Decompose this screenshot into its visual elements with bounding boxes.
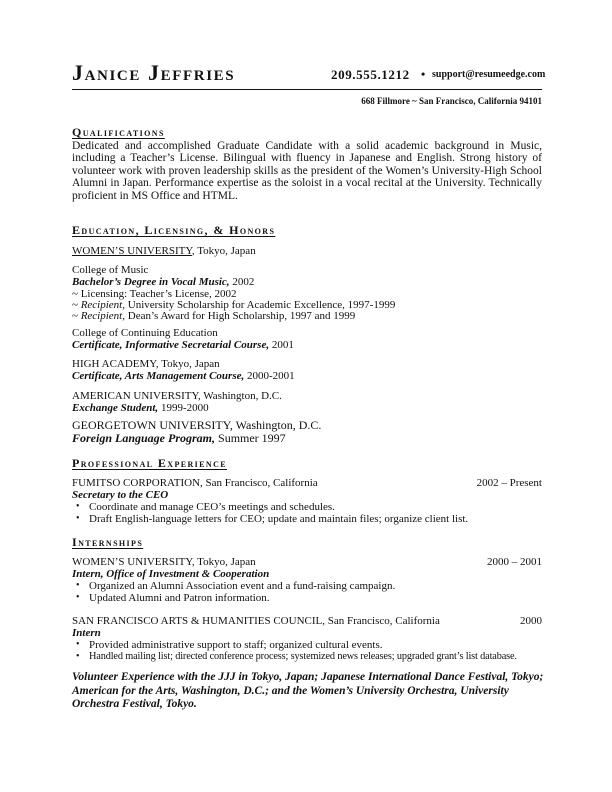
bullet-marker: • bbox=[76, 580, 80, 591]
candidate-name: Janice Jeffries bbox=[72, 60, 236, 85]
bullet-marker: • bbox=[76, 501, 80, 512]
education-foreign-language: Foreign Language Program, Summer 1997 bbox=[72, 431, 286, 445]
education-heading: Education, Licensing, & Honors bbox=[72, 223, 276, 237]
education-continuing: College of Continuing Education bbox=[72, 327, 218, 339]
education-exchange: Exchange Student, 1999-2000 bbox=[72, 402, 209, 414]
education-georgetown: GEORGETOWN UNIVERSITY, Washington, D.C. bbox=[72, 418, 322, 432]
contact-separator: • bbox=[421, 67, 426, 81]
bullet-marker: • bbox=[76, 639, 80, 650]
internship-2-dates: 2000 bbox=[520, 615, 542, 627]
email-address: support@resumeedge.com bbox=[432, 69, 546, 80]
experience-title: Secretary to the CEO bbox=[72, 489, 169, 501]
education-womens-university: WOMEN’S UNIVERSITY, Tokyo, Japan bbox=[72, 245, 256, 257]
bullet-marker: • bbox=[76, 651, 80, 662]
header-rule bbox=[72, 89, 542, 90]
internships-heading: Internships bbox=[72, 535, 144, 549]
internship-2-title: Intern bbox=[72, 627, 101, 639]
qualifications-heading: Qualifications bbox=[72, 125, 165, 139]
education-cert-arts: Certificate, Arts Management Course, 2000-2001 bbox=[72, 370, 295, 382]
experience-bullet-1: Coordinate and manage CEO’s meetings and schedules. bbox=[89, 501, 335, 513]
phone-number: 209.555.1212 bbox=[331, 67, 410, 82]
internship-1-title: Intern, Office of Investment & Cooperation bbox=[72, 568, 270, 580]
qualifications-text: Dedicated and accomplished Graduate Candidate with a solid academic background in Music, including a Teacher’s License. Bilingual with fluency in Japanese and English. Strong history of volunteer work with proven leadership skills as the president of the Women’s University-High School Alumni in Japan. Performance expertise as the soloist in a vocal recital at the University. Technically proficient in MS Office and HTML. bbox=[72, 140, 542, 202]
bullet-marker: • bbox=[76, 592, 80, 603]
experience-heading: Professional Experience bbox=[72, 456, 227, 470]
education-recipient-1: ~ Recipient, University Scholarship for Academic Excellence, 1997-1999 bbox=[72, 299, 396, 311]
education-high-academy: HIGH ACADEMY, Tokyo, Japan bbox=[72, 358, 220, 370]
volunteer-experience: Volunteer Experience with the JJJ in Tokyo, Japan; Japanese International Dance Festival, Tokyo; American for the Arts, Washington, D.C.; and the Women’s University Orchestra, University Orchestra Festival, Tokyo. bbox=[72, 671, 544, 711]
experience-dates: 2002 – Present bbox=[476, 477, 542, 489]
internship-2-bullet-2: Handled mailing list; directed conference process; systemized news releases; upgraded grant’s list database. bbox=[89, 651, 517, 662]
education-american-university: AMERICAN UNIVERSITY, Washington, D.C. bbox=[72, 390, 282, 402]
mailing-address: 668 Fillmore ~ San Francisco, California 94101 bbox=[361, 96, 542, 106]
education-licensing: ~ Licensing: Teacher’s License, 2002 bbox=[72, 288, 237, 300]
bullet-marker: • bbox=[76, 513, 80, 524]
education-bachelor: Bachelor’s Degree in Vocal Music, 2002 bbox=[72, 276, 255, 288]
internship-1-org: WOMEN’S UNIVERSITY, Tokyo, Japan bbox=[72, 556, 256, 568]
internship-2-bullet-1: Provided administrative support to staff; organized cultural events. bbox=[89, 639, 383, 651]
internship-1-bullet-2: Updated Alumni and Patron information. bbox=[89, 592, 270, 604]
experience-company: FUMITSO CORPORATION, San Francisco, California bbox=[72, 477, 318, 489]
experience-bullet-2: Draft English-language letters for CEO; update and maintain files; organize client list. bbox=[89, 513, 469, 525]
education-recipient-2: ~ Recipient, Dean’s Award for High Scholarship, 1997 and 1999 bbox=[72, 310, 356, 322]
internship-2-org: SAN FRANCISCO ARTS & HUMANITIES COUNCIL, San Francisco, California bbox=[72, 615, 440, 627]
internship-1-dates: 2000 – 2001 bbox=[487, 556, 542, 568]
education-college-music: College of Music bbox=[72, 264, 149, 276]
internship-1-bullet-1: Organized an Alumni Association event and a fund-raising campaign. bbox=[89, 580, 396, 592]
education-cert-secretarial: Certificate, Informative Secretarial Course, 2001 bbox=[72, 339, 294, 351]
